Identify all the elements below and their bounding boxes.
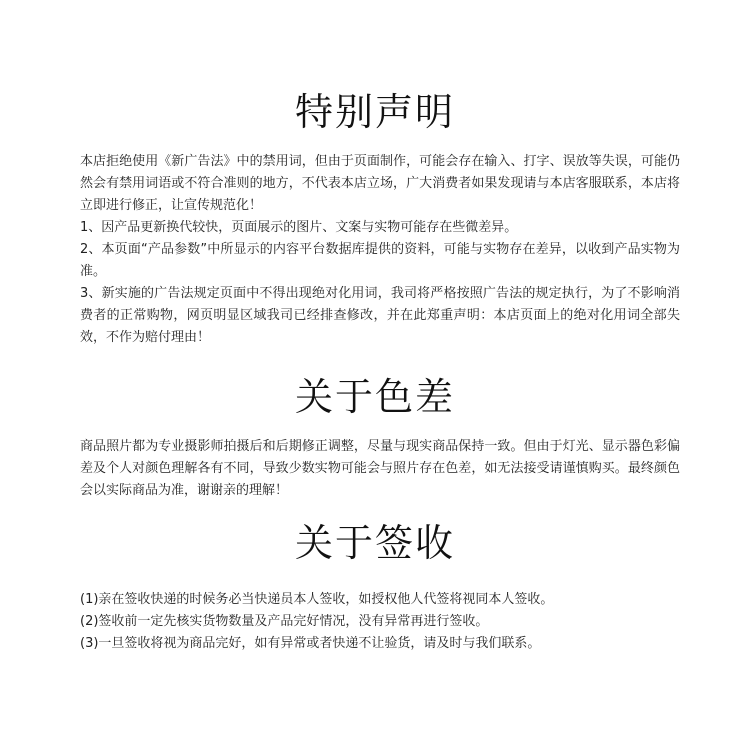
delivery-signing-body — [80, 589, 680, 655]
delivery-signing-title: 关于签收 — [294, 521, 455, 565]
color-difference-text: 商品照片都为专业摄影师拍摄后和后期修正调整，尽量与现实商品保持一致。但由于灯光、显示器色彩偏差及个人对颜色理解各有不同，导致少数实物可能会与照片存在色差，如无法接受请谨慎购买。最终颜色会以实际商品为准，谢谢亲的理解！ — [80, 439, 680, 498]
special-statement-item-3: 3、新实施的广告法规定页面中不得出现绝对化用词，我司将严格按照广告法的规定执行，为了不影响消费者的正常购物，网页明显区域我司已经排查修改，并在此郑重声明：本店页面上的绝对化用词全部失效，不作为赔付理由！ — [80, 286, 680, 345]
delivery-signing-item-3: (3)一旦签收将视为商品完好，如有异常或者快递不让验货，请及时与我们联系。 — [80, 636, 541, 651]
special-statement-item-2: 2、本页面“产品参数”中所显示的内容平台数据库提供的资料，可能与实物存在差异，以收到产品实物为准。 — [80, 242, 680, 279]
delivery-signing-item-2: (2)签收前一定先核实货物数量及产品完好情况，没有异常再进行签收。 — [80, 614, 489, 629]
delivery-signing-item-1: (1)亲在签收快递的时候务必当快递员本人签收，如授权他人代签将视同本人签收。 — [80, 592, 554, 607]
special-statement-intro: 本店拒绝使用《新广告法》中的禁用词，但由于页面制作，可能会存在输入、打字、误放等失误，可能仍然会有禁用词语或不符合准则的地方，不代表本店立场，广大消费者如果发现请与本店客服联系，本店将立即进行修正，让宣传规范化！ — [80, 154, 680, 213]
color-difference-body — [80, 436, 680, 502]
special-statement-item-1: 1、因产品更新换代较快，页面展示的图片、文案与实物可能存在些微差异。 — [80, 220, 518, 235]
color-difference-title: 关于色差 — [294, 375, 455, 419]
special-statement-body — [80, 151, 680, 349]
special-statement-title: 特别声明 — [294, 90, 455, 134]
